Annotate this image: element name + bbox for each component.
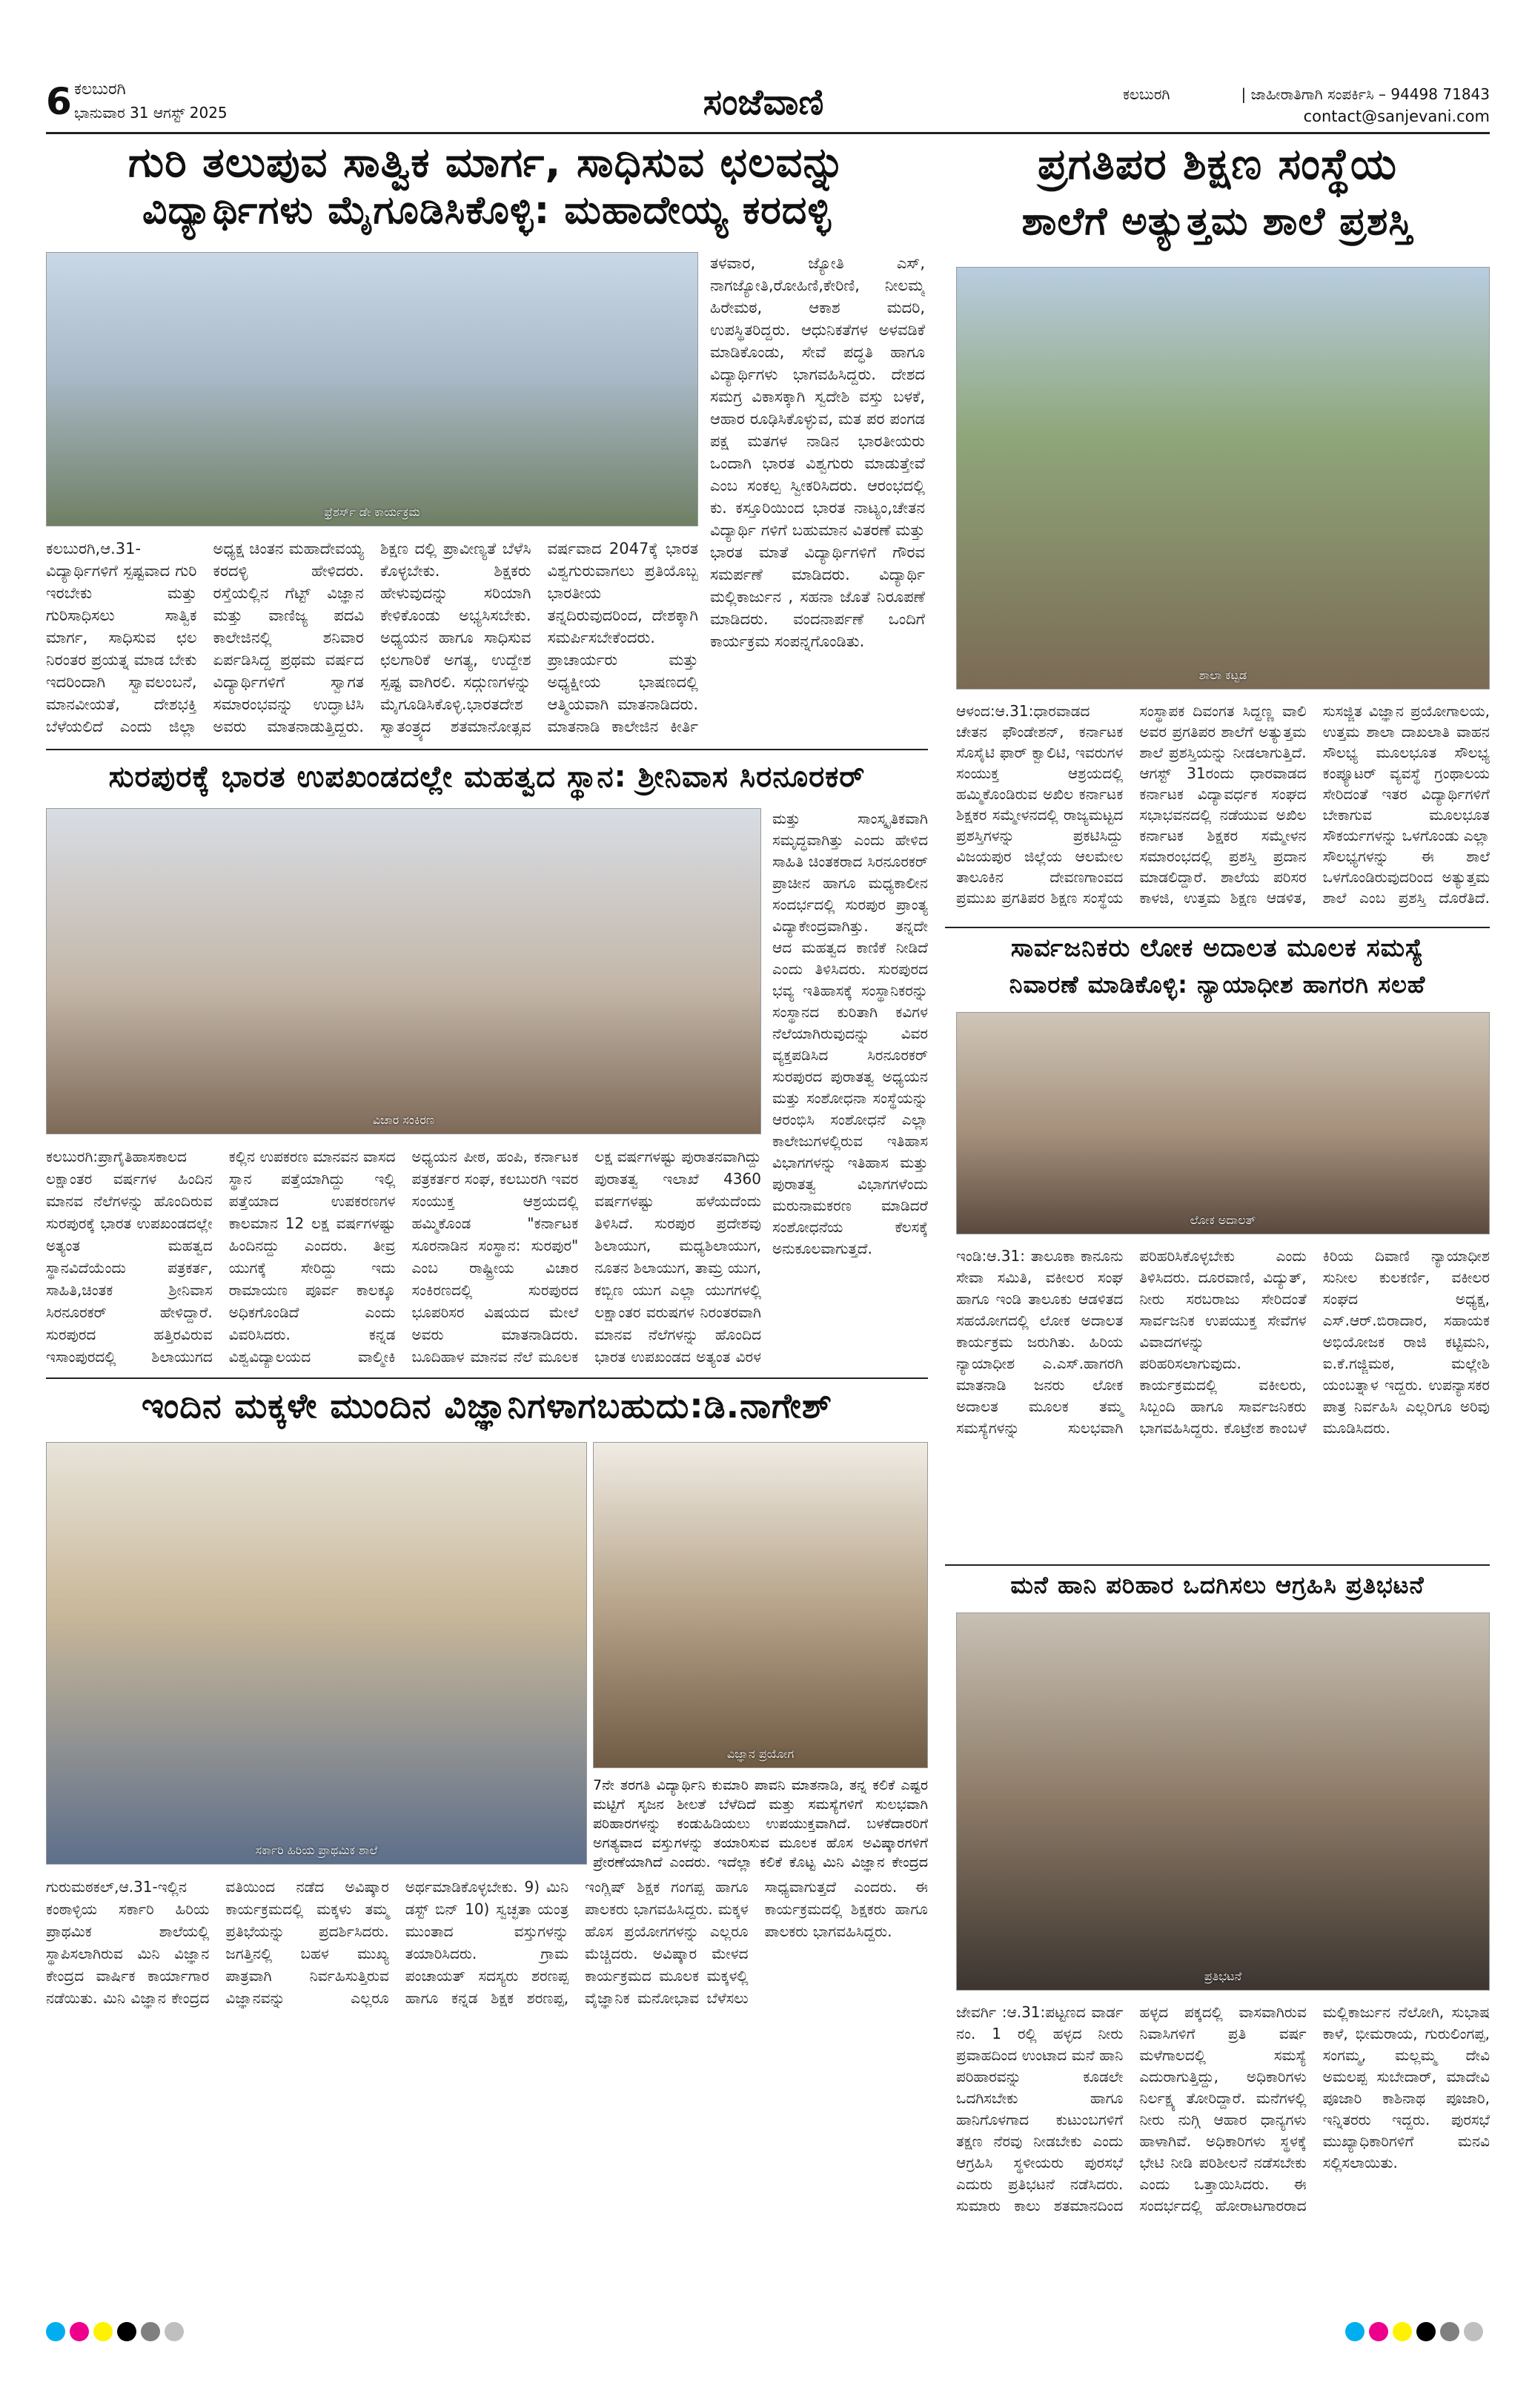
registration-dot <box>46 2322 65 2341</box>
article4-photo-label: ಲೋಕ ಅದಾಲತ್ <box>1190 1213 1256 1227</box>
article4-headline-line2: ನಿವಾರಣೆ ಮಾಡಿಕೊಳ್ಳಿ: ನ್ಯಾಯಾಧೀಶ ಹಾಗರಗಿ ಸಲಹೆ <box>1009 970 1426 999</box>
registration-dot <box>93 2322 113 2341</box>
article2-rule <box>945 927 1490 928</box>
article3-rule <box>46 1377 928 1379</box>
article2-body: ಆಳಂದ:ಆ.31:ಧಾರವಾಡದ ಚೇತನ ಫೌಂಡೇಶನ್, ಕರ್ನಾಟಕ ಸೊಸೈಟಿ ಫಾರ್ ಕ್ವಾಲಿಟಿ, ಇವರುಗಳ ಸಂಯುಕ್ತ ಆಶ್ರಯದಲ್ಲಿ ಹಮ್ಮಿಕೊಂಡಿರುವ ಅಖಿಲ ಕರ್ನಾಟಕ ಶಿಕ್ಷಕರ ಸಮ್ಮೇಳನದಲ್ಲಿ ರಾಜ್ಯಮಟ್ಟದ ಪ್ರಶಸ್ತಿಗಳನ್ನು ಪ್ರಕಟಿಸಿದ್ದು ವಿಜಯಪುರ ಜಿಲ್ಲೆಯ ಆಲಮೇಲ ತಾಲೂಕಿನ ದೇವಣಗಾಂವದ ಪ್ರಮುಖ ಪ್ರಗತಿಪರ ಶಿಕ್ಷಣ ಸಂಸ್ಥೆಯ ಸಂಸ್ಥಾಪಕ ದಿವಂಗತ ಸಿದ್ದಣ್ಣ ವಾಲಿ ಅವರ ಪ್ರಗತಿಪರ ಶಾಲೆಗೆ ಅತ್ಯುತ್ತಮ ಶಾಲೆ ಪ್ರಶಸ್ತಿಯನ್ನು ನೀಡಲಾಗುತ್ತಿದೆ. ಆಗಸ್ಟ್ 31ರಂದು ಧಾರವಾಡದ ಕರ್ನಾಟಕ ವಿದ್ಯಾವರ್ಧಕ ಸಂಘದ ಸಭಾಭವನದಲ್ಲಿ ನಡೆಯುವ ಅಖಿಲ ಕರ್ನಾಟಕ ಶಿಕ್ಷಕರ ಸಮ್ಮೇಳನ ಸಮಾರಂಭದಲ್ಲಿ ಪ್ರಶಸ್ತಿ ಪ್ರದಾನ ಮಾಡಲಿದ್ದಾರೆ. ಶಾಲೆಯ ಪರಿಸರ ಕಾಳಜಿ, ಉತ್ತಮ ಶಿಕ್ಷಣ ಆಡಳಿತ, ಸುಸಜ್ಜಿತ ವಿಜ್ಞಾನ ಪ್ರಯೋಗಾಲಯ, ಉತ್ತಮ ಶಾಲಾ ದಾಖಲಾತಿ ವಾಹನ ಸೌಲಭ್ಯ ಮೂಲಭೂತ ಸೌಲಭ್ಯ ಕಂಪ್ಯೂಟರ್ ವ್ಯವಸ್ಥೆ ಗ್ರಂಥಾಲಯ ಸೇರಿದಂತೆ ಇತರ ವಿದ್ಯಾರ್ಥಿಗಳಿಗೆ ಬೇಕಾಗುವ ಮೂಲಭೂತ ಸೌಕರ್ಯಗಳನ್ನು ಒಳಗೊಂಡು ಎಲ್ಲಾ ಸೌಲಭ್ಯಗಳನ್ನು ಈ ಶಾಲೆ ಒಳಗೊಂಡಿರುವುದರಿಂದ ಅತ್ಯುತ್ತಮ ಶಾಲೆ ಎಂಬ ಪ್ರಶಸ್ತಿ ದೊರೆತಿದೆ. <box>956 702 1490 907</box>
article4-photo <box>956 1012 1490 1234</box>
article2-photo-label: ಶಾಲಾ ಕಟ್ಟಡ <box>1198 668 1247 682</box>
article3-side-column: ಮತ್ತು ಸಾಂಸ್ಕೃತಿಕವಾಗಿ ಸಮೃದ್ಧವಾಗಿತ್ತು ಎಂದು ಹೇಳಿದ ಸಾಹಿತಿ ಚಿಂತಕರಾದ ಸಿರನೂರಕರ್ ಪ್ರಾಚೀನ ಹಾಗೂ ಮಧ್ಯಕಾಲೀನ ಸಂದರ್ಭದಲ್ಲಿ ಸುರಪುರ ಪ್ರಾಂತ್ಯ ವಿದ್ಯಾಕೇಂದ್ರವಾಗಿತ್ತು. ತನ್ನದೇ ಆದ ಮಹತ್ವದ ಕಾಣಿಕೆ ನೀಡಿದೆ ಎಂದು ತಿಳಿಸಿದರು. ಸುರಪುರದ ಭವ್ಯ ಇತಿಹಾಸಕ್ಕೆ ಸಂಸ್ಥಾನಿಕರನ್ನು ಸಂಸ್ಥಾನದ ಕುರಿತಾಗಿ ಕವಿಗಳ ನೆಲೆಯಾಗಿರುವುದನ್ನು ವಿವರ ವ್ಯಕ್ತಪಡಿಸಿದ ಸಿರನೂರಕರ್ ಸುರಪುರದ ಪುರಾತತ್ವ ಅಧ್ಯಯನ ಮತ್ತು ಸಂಶೋಧನಾ ಸಂಸ್ಥೆಯನ್ನು ಆರಂಭಿಸಿ ಸಂಶೋಧನೆ ಎಲ್ಲಾ ಕಾಲೇಜುಗಳಲ್ಲಿರುವ ಇತಿಹಾಸ ವಿಭಾಗಗಳನ್ನು ಇತಿಹಾಸ ಮತ್ತು ಪುರಾತತ್ವ ವಿಭಾಗಗಳೆಂದು ಮರುನಾಮಕರಣ ಮಾಡಿದರೆ ಸಂಶೋಧನೆಯ ಕೆಲಸಕ್ಕೆ ಅನುಕೂಲವಾಗುತ್ತದೆ. <box>772 810 928 1257</box>
registration-dot <box>1416 2322 1436 2341</box>
article5-photo-experiment <box>593 1442 928 1768</box>
article1-photo-label: ಫ್ರೆಶರ್ಸ್ ಡೇ ಕಾರ್ಯಕ್ರಮ <box>324 505 420 519</box>
article4-rule <box>945 1564 1490 1566</box>
masthead-city-right: ಕಲಬುರಗಿ <box>1123 85 1170 103</box>
paper-name: ಸಂಜೆವಾಣಿ <box>703 82 824 123</box>
registration-marks-right <box>1345 2322 1488 2344</box>
article5-photo-school-label: ಸರ್ಕಾರಿ ಹಿರಿಯ ಪ್ರಾಥಮಿಕ ಶಾಲೆ <box>255 1843 378 1857</box>
article6-body: ಜೇವರ್ಗಿ :ಆ.31:ಪಟ್ಟಣದ ವಾರ್ಡ ನಂ. 1 ರಲ್ಲಿ ಹಳ್ಳದ ನೀರು ಪ್ರವಾಹದಿಂದ ಉಂಟಾದ ಮನೆ ಹಾನಿ ಪರಿಹಾರವನ್ನು ಕೂಡಲೇ ಒದಗಿಸಬೇಕು ಹಾಗೂ ಹಾನಿಗೊಳಗಾದ ಕುಟುಂಬಗಳಿಗೆ ತಕ್ಷಣ ನೆರವು ನೀಡಬೇಕು ಎಂದು ಆಗ್ರಹಿಸಿ ಸ್ಥಳೀಯರು ಪುರಸಭೆ ಎದುರು ಪ್ರತಿಭಟನೆ ನಡೆಸಿದರು. ಸುಮಾರು ಕಾಲು ಶತಮಾನದಿಂದ ಹಳ್ಳದ ಪಕ್ಕದಲ್ಲಿ ವಾಸವಾಗಿರುವ ನಿವಾಸಿಗಳಿಗೆ ಪ್ರತಿ ವರ್ಷ ಮಳೆಗಾಲದಲ್ಲಿ ಸಮಸ್ಯೆ ಎದುರಾಗುತ್ತಿದ್ದು, ಅಧಿಕಾರಿಗಳು ನಿರ್ಲಕ್ಷ್ಯ ತೋರಿದ್ದಾರೆ. ಮನೆಗಳಲ್ಲಿ ನೀರು ನುಗ್ಗಿ ಆಹಾರ ಧಾನ್ಯಗಳು ಹಾಳಾಗಿವೆ. ಅಧಿಕಾರಿಗಳು ಸ್ಥಳಕ್ಕೆ ಭೇಟಿ ನೀಡಿ ಪರಿಶೀಲನೆ ನಡೆಸಬೇಕು ಎಂದು ಒತ್ತಾಯಿಸಿದರು. ಈ ಸಂದರ್ಭದಲ್ಲಿ ಹೋರಾಟಗಾರರಾದ ಮಲ್ಲಿಕಾರ್ಜುನ ನೆಲೋಗಿ, ಸುಭಾಷ ಕಾಳೆ, ಭೀಮರಾಯ, ಗುರುಲಿಂಗಪ್ಪ, ಸಂಗಮ್ಮ, ಮಲ್ಲಮ್ಮ ದೇವಿ ಅಮಲಪ್ಪ ಸುಬೇದಾರ್, ಮಾದೇವಿ ಪೂಜಾರಿ ಕಾಶಿನಾಥ ಪೂಜಾರಿ, ಇನ್ನಿತರರು ಇದ್ದರು. ಪುರಸಭೆ ಮುಖ್ಯಾಧಿಕಾರಿಗಳಿಗೆ ಮನವಿ ಸಲ್ಲಿಸಲಾಯಿತು. <box>956 2003 1490 2214</box>
article3-headline: ಸುರಪುರಕ್ಕೆ ಭಾರತ ಉಪಖಂಡದಲ್ಲೇ ಮಹತ್ವದ ಸ್ಥಾನ: ಶ್ರೀನಿವಾಸ ಸಿರನೂರಕರ್ <box>108 760 866 794</box>
article4-headline-line1: ಸಾರ್ವಜನಿಕರು ಲೋಕ ಅದಾಲತ ಮೂಲಕ ಸಮಸ್ಯೆ <box>1010 933 1425 963</box>
article6-photo-label: ಪ್ರತಿಭಟನೆ <box>1204 1969 1242 1983</box>
paper-logo <box>563 82 964 133</box>
article5-body: ಗುರುಮಠಕಲ್,ಆ.31-ಇಲ್ಲಿನ ಕಂಠಾಳ್ಳಿಯ ಸರ್ಕಾರಿ ಹಿರಿಯ ಪ್ರಾಥಮಿಕ ಶಾಲೆಯಲ್ಲಿ ಸ್ಥಾಪಿಸಲಾಗಿರುವ ಮಿನಿ ವಿಜ್ಞಾನ ಕೇಂದ್ರದ ವಾರ್ಷಿಕ ಕಾರ್ಯಾಗಾರ ನಡೆಯಿತು. ಮಿನಿ ವಿಜ್ಞಾನ ಕೇಂದ್ರದ ವತಿಯಿಂದ ನಡೆದ ಅವಿಷ್ಕಾರ ಕಾರ್ಯಕ್ರಮದಲ್ಲಿ ಮಕ್ಕಳು ತಮ್ಮ ಪ್ರತಿಭೆಯನ್ನು ಪ್ರದರ್ಶಿಸಿದರು. ಜಗತ್ತಿನಲ್ಲಿ ಬಹಳ ಮುಖ್ಯ ಪಾತ್ರವಾಗಿ ನಿರ್ವಹಿಸುತ್ತಿರುವ ವಿಜ್ಞಾನವನ್ನು ಎಲ್ಲರೂ ಅರ್ಥಮಾಡಿಕೊಳ್ಳಬೇಕು. 9) ಮಿನಿ ಡಸ್ಟ್ ಬಿನ್ 10) ಸ್ವಚ್ಛತಾ ಯಂತ್ರ ಮುಂತಾದ ವಸ್ತುಗಳನ್ನು ತಯಾರಿಸಿದರು. ಗ್ರಾಮ ಪಂಚಾಯತ್ ಸದಸ್ಯರು ಶರಣಪ್ಪ ಹಾಗೂ ಕನ್ನಡ ಶಿಕ್ಷಕ ಶರಣಪ್ಪ, ಇಂಗ್ಲಿಷ್ ಶಿಕ್ಷಕ ಗಂಗಪ್ಪ ಹಾಗೂ ಪಾಲಕರು ಭಾಗವಹಿಸಿದ್ದರು. ಮಕ್ಕಳ ಹೊಸ ಪ್ರಯೋಗಗಳನ್ನು ಎಲ್ಲರೂ ಮೆಚ್ಚಿದರು. ಅವಿಷ್ಕಾರ ಮೇಳದ ಕಾರ್ಯಕ್ರಮದ ಮೂಲಕ ಮಕ್ಕಳಲ್ಲಿ ವೈಜ್ಞಾನಿಕ ಮನೋಭಾವ ಬೆಳೆಸಲು ಸಾಧ್ಯವಾಗುತ್ತದೆ ಎಂದರು. ಈ ಕಾರ್ಯಕ್ರಮದಲ್ಲಿ ಶಿಕ್ಷಕರು ಹಾಗೂ ಪಾಲಕರು ಭಾಗವಹಿಸಿದ್ದರು. <box>46 1878 928 2007</box>
masthead-date: ಭಾನುವಾರ 31 ಆಗಸ್ಟ್ 2025 <box>74 104 228 122</box>
masthead-rule <box>46 132 1490 134</box>
article2-headline-line1: ಪ್ರಗತಿಪರ ಶಿಕ್ಷಣ ಸಂಸ್ಥೆಯ <box>1037 139 1398 189</box>
article2-photo <box>956 267 1490 689</box>
registration-dot <box>1393 2322 1412 2341</box>
article1-body: ಕಲಬುರಗಿ,ಆ.31-ವಿದ್ಯಾರ್ಥಿಗಳಿಗೆ ಸ್ಪಷ್ಟವಾದ ಗುರಿ ಇರಬೇಕು ಮತ್ತು ಗುರಿಸಾಧಿಸಲು ಸಾತ್ವಿಕ ಮಾರ್ಗ, ಸಾಧಿಸುವ ಛಲ ನಿರಂತರ ಪ್ರಯತ್ನ ಮಾಡ ಬೇಕು ಇದರಿಂದಾಗಿ ಸ್ವಾವಲಂಬನೆ, ಮಾನವೀಯತೆ, ದೇಶಭಕ್ತಿ ಬೆಳೆಯಲಿದೆ ಎಂದು ಜಿಲ್ಲಾ ಅಧ್ಯಕ್ಷ ಚಿಂತನ ಮಹಾದೇವಯ್ಯ ಕರದಳ್ಳಿ ಹೇಳಿದರು. ರಸ್ತೆಯಲ್ಲಿನ ಗೆಟ್ಟ್ ವಿಜ್ಞಾನ ಮತ್ತು ವಾಣಿಜ್ಯ ಪದವಿ ಕಾಲೇಜಿನಲ್ಲಿ ಶನಿವಾರ ಏರ್ಪಡಿಸಿದ್ದ ಪ್ರಥಮ ವರ್ಷದ ವಿದ್ಯಾರ್ಥಿಗಳಿಗೆ ಸ್ವಾಗತ ಸಮಾರಂಭವನ್ನು ಉದ್ಘಾಟಿಸಿ ಅವರು ಮಾತನಾಡುತ್ತಿದ್ದರು. ಶಿಕ್ಷಣ ದಲ್ಲಿ ಪ್ರಾವೀಣ್ಯತೆ ಬೆಳೆಸಿ ಕೊಳ್ಳಬೇಕು. ಶಿಕ್ಷಕರು ಹೇಳುವುದನ್ನು ಸರಿಯಾಗಿ ಕೇಳಿಕೊಂಡು ಅಭ್ಯಸಿಸಬೇಕು. ಅಧ್ಯಯನ ಹಾಗೂ ಸಾಧಿಸುವ ಛಲಗಾರಿಕೆ ಅಗತ್ಯ, ಉದ್ದೇಶ ಸ್ಪಷ್ಟ ವಾಗಿರಲಿ. ಸದ್ಗುಣಗಳನ್ನು ಮೈಗೂಡಿಸಿಕೊಳ್ಳಿ.ಭಾರತದೇಶ ಸ್ವಾತಂತ್ರ್ಯದ ಶತಮಾನೋತ್ಸವ ವರ್ಷವಾದ 2047ಕ್ಕೆ ಭಾರತ ವಿಶ್ವಗುರುವಾಗಲು ಪ್ರತಿಯೊಬ್ಬ ಭಾರತೀಯ ತನ್ನದಿರುವುದರಿಂದ, ದೇಶಕ್ಕಾಗಿ ಸಮರ್ಪಿಸಬೇಕೆಂದರು. ಪ್ರಾಚಾರ್ಯರು ಮತ್ತು ಅಧ್ಯಕ್ಷೀಯ ಭಾಷಣದಲ್ಲಿ ಆತ್ಮಿಯವಾಗಿ ಮಾತನಾಡಿದರು. ಮಾತನಾಡಿ ಕಾಲೇಜಿನ ಕೀರ್ತಿ <box>46 540 698 735</box>
registration-dot <box>1440 2322 1459 2341</box>
article3-photo-label: ವಿಚಾರ ಸಂಕಿರಣ <box>372 1113 435 1127</box>
ad-contact: | ಜಾಹೀರಾತಿಗಾಗಿ ಸಂಪರ್ಕಿಸಿ – 94498 71843 <box>1241 85 1490 103</box>
registration-dot <box>70 2322 89 2341</box>
masthead-city-left: ಕಲಬುರಗಿ <box>74 80 126 99</box>
page-number: 6 <box>46 80 72 123</box>
contact-email[interactable]: contact@sanjevani.com <box>1303 108 1490 125</box>
registration-dot <box>117 2322 136 2341</box>
registration-dot <box>141 2322 160 2341</box>
article3-body: ಕಲಬುರಗಿ:ಪ್ರಾಗೈತಿಹಾಸಕಾಲದ ಲಕ್ಷಾಂತರ ವರ್ಷಗಳ ಹಿಂದಿನ ಮಾನವ ನೆಲೆಗಳನ್ನು ಹೊಂದಿರುವ ಸುರಪುರಕ್ಕೆ ಭಾರತ ಉಪಖಂಡದಲ್ಲೇ ಅತ್ಯಂತ ಮಹತ್ವದ ಸ್ಥಾನವಿದೆಯೆಂದು ಪತ್ರಕರ್ತ, ಸಾಹಿತಿ,ಚಿಂತಕ ಶ್ರೀನಿವಾಸ ಸಿರನೂರಕರ್ ಹೇಳಿದ್ದಾರೆ. ಸುರಪುರದ ಹತ್ತಿರವಿರುವ ಇಸಾಂಪುರದಲ್ಲಿ ಶಿಲಾಯುಗದ ಕಲ್ಲಿನ ಉಪಕರಣ ಮಾನವನ ವಾಸದ ಸ್ಥಾನ ಪತ್ತೆಯಾಗಿದ್ದು ಇಲ್ಲಿ ಪತ್ತೆಯಾದ ಉಪಕರಣಗಳ ಕಾಲಮಾನ 12 ಲಕ್ಷ ವರ್ಷಗಳಷ್ಟು ಹಿಂದಿನದ್ದು ಎಂದರು. ತೀವ್ರ ಯುಗಕ್ಕೆ ಸೇರಿದ್ದು ಇದು ರಾಮಾಯಣ ಪೂರ್ವ ಕಾಲಕ್ಕೂ ಅಧಿಕಗೊಂಡಿದೆ ಎಂದು ವಿವರಿಸಿದರು. ಕನ್ನಡ ವಿಶ್ವವಿದ್ಯಾಲಯದ ವಾಲ್ಮೀಕಿ ಅಧ್ಯಯನ ಪೀಠ, ಹಂಪಿ, ಕರ್ನಾಟಕ ಪತ್ರಕರ್ತರ ಸಂಘ, ಕಲಬುರಗಿ ಇವರ ಸಂಯುಕ್ತ ಆಶ್ರಯದಲ್ಲಿ ಹಮ್ಮಿಕೊಂಡ "ಕರ್ನಾಟಕ ಸೂರನಾಡಿನ ಸಂಸ್ಥಾನ: ಸುರಪುರ" ಎಂಬ ರಾಷ್ಟ್ರೀಯ ವಿಚಾರ ಸಂಕಿರಣದಲ್ಲಿ ಸುರಪುರದ ಭೂಪರಿಸರ ವಿಷಯದ ಮೇಲೆ ಅವರು ಮಾತನಾಡಿದರು. ಬೂದಿಹಾಳ ಮಾನವ ನೆಲೆ ಮೂಲಕ ಲಕ್ಷ ವರ್ಷಗಳಷ್ಟು ಪುರಾತನವಾಗಿದ್ದು ಪುರಾತತ್ವ ಇಲಾಖೆ 4360 ವರ್ಷಗಳಷ್ಟು ಹಳೆಯದೆಂದು ತಿಳಿಸಿದೆ. ಸುರಪುರ ಪ್ರದೇಶವು ಶಿಲಾಯುಗ, ಮಧ್ಯಶಿಲಾಯುಗ, ನೂತನ ಶಿಲಾಯುಗ, ತಾಮ್ರ ಯುಗ, ಕಬ್ಬಿಣ ಯುಗ ಎಲ್ಲಾ ಯುಗಗಳಲ್ಲಿ ಲಕ್ಷಾಂತರ ವರುಷಗಳ ನಿರಂತರವಾಗಿ ಮಾನವ ನೆಲೆಗಳನ್ನು ಹೊಂದಿದ ಭಾರತ ಉಪಖಂಡದ ಅತ್ಯಂತ ವಿರಳ <box>46 1148 761 1366</box>
article4-body: ಇಂಡಿ:ಆ.31: ತಾಲೂಕಾ ಕಾನೂನು ಸೇವಾ ಸಮಿತಿ, ವಕೀಲರ ಸಂಘ ಹಾಗೂ ಇಂಡಿ ತಾಲೂಕು ಆಡಳಿತದ ಸಹಯೋಗದಲ್ಲಿ ಲೋಕ ಅದಾಲತ ಕಾರ್ಯಕ್ರಮ ಜರುಗಿತು. ಹಿರಿಯ ನ್ಯಾಯಾಧೀಶ ಎ.ಎಸ್.ಹಾಗರಗಿ ಮಾತನಾಡಿ ಜನರು ಲೋಕ ಅದಾಲತ ಮೂಲಕ ತಮ್ಮ ಸಮಸ್ಯೆಗಳನ್ನು ಸುಲಭವಾಗಿ ಪರಿಹರಿಸಿಕೊಳ್ಳಬೇಕು ಎಂದು ತಿಳಿಸಿದರು. ದೂರವಾಣಿ, ವಿದ್ಯುತ್, ನೀರು ಸರಬರಾಜು ಸೇರಿದಂತೆ ಸಾರ್ವಜನಿಕ ಉಪಯುಕ್ತ ಸೇವೆಗಳ ವಿವಾದಗಳನ್ನು ಪರಿಹರಿಸಲಾಗುವುದು. ಕಾರ್ಯಕ್ರಮದಲ್ಲಿ ವಕೀಲರು, ಸಿಬ್ಬಂದಿ ಹಾಗೂ ಸಾರ್ವಜನಿಕರು ಭಾಗವಹಿಸಿದ್ದರು. ಕೊಟ್ರೇಶ ಕಾಂಬಳೆ ಕಿರಿಯ ದಿವಾಣಿ ನ್ಯಾಯಾಧೀಶ ಸುನೀಲ ಕುಲಕರ್ಣಿ, ವಕೀಲರ ಸಂಘದ ಅಧ್ಯಕ್ಷ, ಎಸ್.ಆರ್.ಬಿರಾದಾರ, ಸಹಾಯಕ ಅಭಿಯೋಜಕ ರಾಜಿ ಕಟ್ಟಿಮನಿ, ಐ.ಕೆ.ಗಜ್ಜಿಮಠ, ಮಲ್ಲೇಶಿ ಯಂಬತ್ನಾಳ ಇದ್ದರು. ಉಪನ್ಯಾಸಕರ ಪಾತ್ರ ನಿರ್ವಹಿಸಿ ಎಲ್ಲರಿಗೂ ಅರಿವು ಮೂಡಿಸಿದರು. <box>956 1247 1490 1437</box>
article2-headline-line2: ಶಾಲೆಗೆ ಅತ್ಯುತ್ತಮ ಶಾಲೆ ಪ್ರಶಸ್ತಿ <box>1021 199 1413 244</box>
registration-dot <box>1369 2322 1388 2341</box>
article5-photo-experiment-label: ವಿಜ್ಞಾನ ಪ್ರಯೋಗ <box>726 1747 795 1761</box>
article1-photo <box>46 252 698 526</box>
article6-photo <box>956 1612 1490 1991</box>
registration-dot <box>1345 2322 1364 2341</box>
article6-headline: ಮನೆ ಹಾನಿ ಪರಿಹಾರ ಒದಗಿಸಲು ಆಗ್ರಹಿಸಿ ಪ್ರತಿಭಟನೆ <box>1010 1571 1425 1599</box>
article3-photo <box>46 808 761 1134</box>
registration-marks-left <box>46 2322 188 2344</box>
registration-dot <box>1464 2322 1483 2341</box>
article5-photo-school <box>46 1442 587 1865</box>
registration-dot <box>165 2322 184 2341</box>
article1-headline-line1: ಗುರಿ ತಲುಪುವ ಸಾತ್ವಿಕ ಮಾರ್ಗ, ಸಾಧಿಸುವ ಛಲವನ್ನು <box>128 139 846 187</box>
article5-headline: ಇಂದಿನ ಮಕ್ಕಳೇ ಮುಂದಿನ ವಿಜ್ಞಾನಿಗಳಾಗಬಹುದು:ಡಿ.ನಾಗೇಶ್ <box>141 1386 833 1426</box>
article1-rule <box>46 749 928 750</box>
article1-headline-line2: ವಿದ್ಯಾರ್ಥಿಗಳು ಮೈಗೂಡಿಸಿಕೊಳ್ಳಿ: ಮಹಾದೇಯ್ಯ ಕರದಳ್ಳಿ <box>142 188 832 233</box>
article5-caption: 7ನೇ ತರಗತಿ ವಿದ್ಯಾರ್ಥಿನಿ ಕುಮಾರಿ ಪಾವನಿ ಮಾತನಾಡಿ, ತನ್ನ ಕಲಿಕೆ ಎಷ್ಟರ ಮಟ್ಟಿಗೆ ಸೃಜನ ಶೀಲತೆ ಬೆಳೆದಿದೆ ಮತ್ತು ಸಮಸ್ಯೆಗಳಿಗೆ ಸುಲಭವಾಗಿ ಪರಿಹಾರಗಳನ್ನು ಕಂಡುಹಿಡಿಯಲು ಉಪಯುಕ್ತವಾಗಿದೆ. ಬಳಕೆದಾರರಿಗೆ ಅಗತ್ಯವಾದ ವಸ್ತುಗಳನ್ನು ತಯಾರಿಸುವ ಮೂಲಕ ಹೊಸ ಅವಿಷ್ಕಾರಗಳಿಗೆ ಪ್ರೇರಣೆಯಾಗಿದೆ ಎಂದರು. ಇದೆಲ್ಲಾ ಕಲಿಕೆ ಕೊಟ್ಟ ಮಿನಿ ವಿಜ್ಞಾನ ಕೇಂದ್ರದ <box>593 1777 928 1870</box>
article1-side-column: ತಳವಾರ, ಜ್ಯೋತಿ ಎಸ್, ನಾಗಜ್ಯೋತಿ,ರೋಹಿಣಿ,ಕೇರಿಣಿ, ನೀಲಮ್ಮ ಹಿರೇಮಠ, ಆಕಾಶ ಮದರಿ, ಉಪಸ್ಥಿತರಿದ್ದರು. ಆಧುನಿಕತೆಗಳ ಅಳವಡಿಕೆ ಮಾಡಿಕೊಂಡು, ಸೇವೆ ಪದ್ಧತಿ ಹಾಗೂ ವಿದ್ಯಾರ್ಥಿಗಳು ಭಾಗವಹಿಸಿದ್ದರು. ದೇಶದ ಸಮಗ್ರ ವಿಕಾಸಕ್ಕಾಗಿ ಸ್ವದೇಶಿ ವಸ್ತು ಬಳಕೆ, ಆಹಾರ ರೂಢಿಸಿಕೊಳ್ಳುವ, ಮತ ಪರ ಪಂಗಡ ಪಕ್ಷ ಮತಗಳ ನಾಡಿನ ಭಾರತೀಯರು ಒಂದಾಗಿ ಭಾರತ ವಿಶ್ವಗುರು ಮಾಡುತ್ತೇವೆ ಎಂಬ ಸಂಕಲ್ಪ ಸ್ವೀಕರಿಸಿದರು. ಆರಂಭದಲ್ಲಿ ಕು. ಕಸ್ತೂರಿಯಿಂದ ಭಾರತ ನಾಟ್ಯಂ,ಚೇತನ ವಿದ್ಯಾರ್ಥಿ ಗಳಿಗೆ ಬಹುಮಾನ ವಿತರಣೆ ಮತ್ತು ಭಾರತ ಮಾತೆ ವಿದ್ಯಾರ್ಥಿಗಳಿಗೆ ಗೌರವ ಸಮರ್ಪಣೆ ಮಾಡಿದರು. ವಿದ್ಯಾರ್ಥಿ ಮಲ್ಲಿಕಾರ್ಜುನ , ಸಹನಾ ಜೊತೆ ನಿರೂಪಣೆ ಮಾಡಿದರು. ವಂದನಾರ್ಪಣೆ ಒಂದಿಗೆ ಕಾರ್ಯಕ್ರಮ ಸಂಪನ್ನಗೊಂಡಿತು. <box>710 254 925 650</box>
